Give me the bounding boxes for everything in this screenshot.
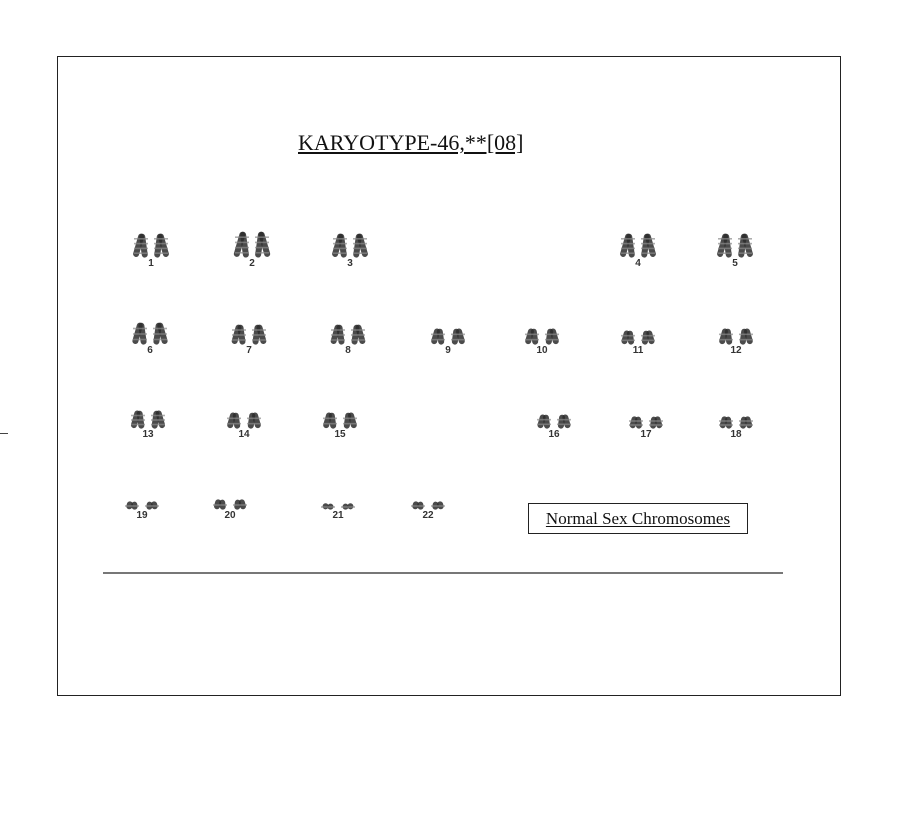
chromosome-pair-10 [507,327,577,356]
chromosome-pair-label: 7 [246,345,252,356]
chromosome-pair-label: 10 [536,345,548,356]
chromosome-pair-label: 15 [334,429,346,440]
chromosome-pair-label: 20 [224,510,236,521]
chromosome-pair-label: 13 [142,429,154,440]
chromosome-pair-2 [217,230,287,269]
chromosome-pair-22 [393,500,463,521]
chromosome-pair-label: 22 [422,510,434,521]
chromosome-pair-label: 16 [548,429,560,440]
chromosome-pair-7-image [226,323,272,347]
chromosome-pair-14 [209,411,279,440]
chromosome-pair-3 [315,232,385,269]
chromosome-pair-1 [116,232,186,269]
chromosome-pair-16 [519,413,589,440]
chromosome-pair-label: 12 [730,345,742,356]
chromosome-pair-label: 19 [136,510,148,521]
chromosome-pair-label: 3 [347,258,353,269]
chromosome-pair-label: 9 [445,345,451,356]
chromosome-pair-label: 1 [148,258,154,269]
chromosome-pair-6 [115,321,185,356]
chromosome-pair-20 [195,498,265,521]
chromosome-pair-21 [303,502,373,521]
chromosome-pair-label: 8 [345,345,351,356]
chromosome-pair-8 [313,323,383,356]
chromosome-pair-5-image [712,232,758,260]
chromosome-pair-8-image [325,323,371,347]
chromosome-pair-label: 4 [635,258,641,269]
chromosome-pair-6-image [127,321,173,347]
karyotype-title: KARYOTYPE-46,**[08] [298,130,524,155]
chromosome-pair-5 [700,232,770,269]
chromosome-pair-label: 17 [640,429,652,440]
chromosome-pair-14-image [221,411,267,431]
chromosome-pair-13 [113,409,183,440]
karyotype-frame [57,56,841,696]
chromosome-pair-12 [701,327,771,356]
sex-chromosomes-box: Normal Sex Chromosomes [528,503,748,534]
chromosome-pair-9-image [425,327,471,347]
chromosome-pair-18 [701,415,771,440]
chromosome-pair-4 [603,232,673,269]
chromosome-pair-12-image [713,327,759,347]
chromosome-pair-11 [603,329,673,356]
bottom-divider [103,572,783,574]
chromosome-pair-13-image [125,409,171,431]
chromosome-pair-label: 21 [332,510,344,521]
chromosome-pair-7 [214,323,284,356]
chromosome-pair-label: 2 [249,258,255,269]
chromosome-pair-4-image [615,232,661,260]
chromosome-pair-2-image [229,230,275,260]
stray-tick-mark [0,433,8,434]
chromosome-pair-15-image [317,411,363,431]
chromosome-pair-label: 14 [238,429,250,440]
chromosome-pair-9 [413,327,483,356]
chromosome-pair-15 [305,411,375,440]
chromosome-pair-3-image [327,232,373,260]
chromosome-pair-label: 5 [732,258,738,269]
chromosome-pair-19 [107,500,177,521]
chromosome-pair-17 [611,415,681,440]
chromosome-pair-1-image [128,232,174,260]
chromosome-pair-label: 11 [632,345,644,356]
chromosome-pair-label: 18 [730,429,742,440]
chromosome-pair-10-image [519,327,565,347]
chromosome-pair-label: 6 [147,345,153,356]
